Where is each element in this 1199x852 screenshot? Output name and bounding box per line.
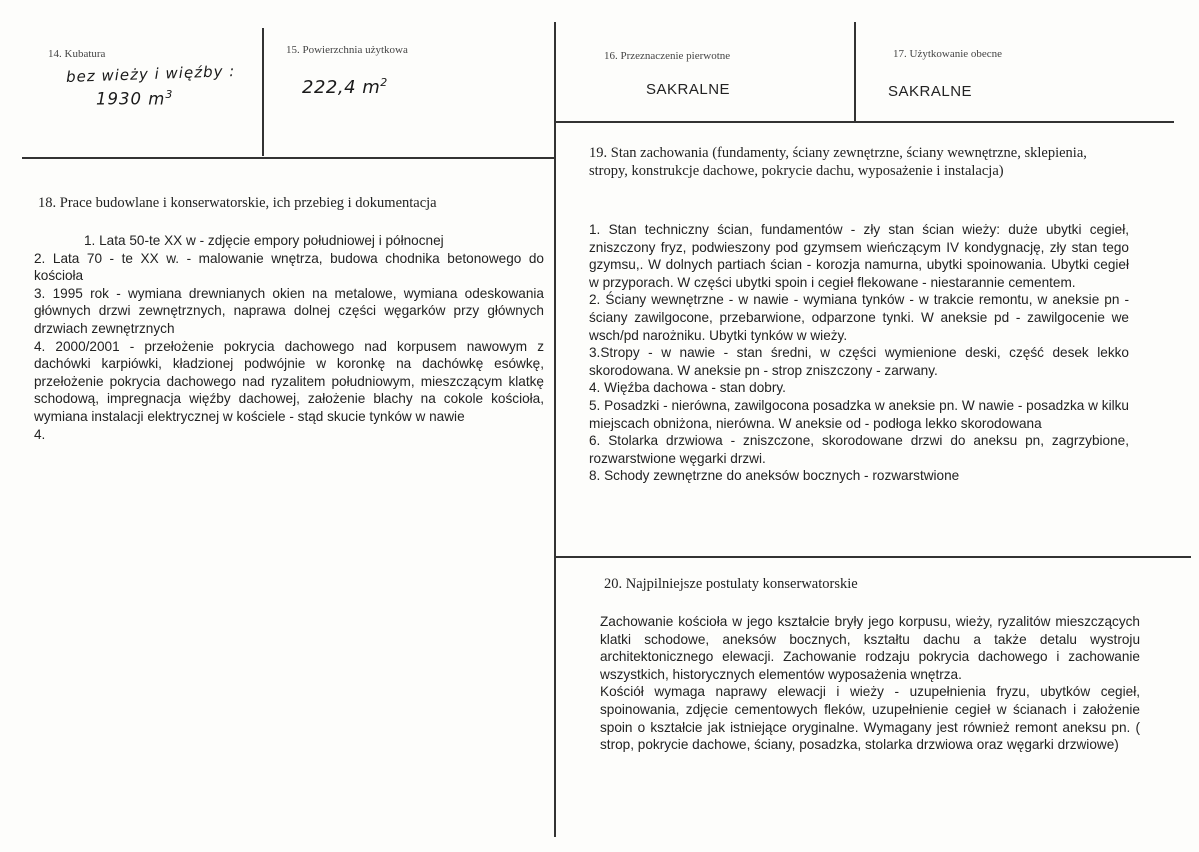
field-14-handwritten-note: bez wieży i więźby :	[65, 62, 236, 86]
field-18-item: 3. 1995 rok - wymiana drewnianych okien na metalowe, wymiana odeskowania głównych drzwi zewnętrznych, naprawa dolnej części węgarków przy głównych drzwiach zewnętrznych	[34, 285, 544, 336]
field-18-item: 4.	[34, 426, 46, 442]
field-19-item: 8. Schody zewnętrzne do aneksów bocznych - rozwarstwione	[589, 468, 960, 484]
right-middle-horizontal	[555, 556, 1191, 558]
field-18-item: 4. 2000/2001 - przełożenie pokrycia dachowego nad korpusem nawowym z dachówki karpiówki, kładzionej podwójnie w koronkę na dachówkę esówkę, przełożenie pokrycia dachowego nad ryzalitem południowym, mieszczącym klatkę schodową, impregnacja więźby dachowej, założenie blachy na cokole kościoła, wymiana instalacji elektrycznej w kościele - stąd skucie tynków w nawie	[34, 338, 544, 424]
field-15-area-value: 222,4 m	[302, 77, 381, 98]
field-19-item: 3.Stropy - w nawie - stan średni, w części wymienione deski, część desek lekko skorodowana. W aneksie pn - strop zniszczony - zarwany.	[589, 345, 1129, 378]
field-15-label: 15. Powierzchnia użytkowa	[286, 44, 408, 56]
field-20-paragraph: Zachowanie kościoła w jego kształcie bryły jego korpusu, wieży, ryzalitów mieszczących klatki schodowe, aneksów bocznych, kształtu dachu a także detalu wystroju architektonicznego elewacji. Zachowanie rodzaju pokrycia dachowego i zachowanie wszystkich, historycznych elementów wyposażenia wnętrza.	[600, 614, 1140, 682]
field-15-handwritten-value	[302, 76, 388, 98]
field-17-label: 17. Użytkowanie obecne	[893, 48, 1003, 60]
field-20-body	[600, 613, 1140, 754]
main-vertical-divider	[554, 22, 556, 837]
field-18-item: 2. Lata 70 - te XX w. - malowanie wnętrza, budowa chodnika betonowego do kościoła	[34, 250, 544, 284]
field-16-label: 16. Przeznaczenie pierwotne	[604, 50, 731, 62]
field-14-volume-value: 1930 m	[96, 89, 166, 109]
divider-16-17	[854, 22, 856, 122]
field-19-item: 4. Więźba dachowa - stan dobry.	[589, 380, 786, 396]
field-16-value: SAKRALNE	[646, 81, 731, 98]
field-19-item: 2. Ściany wewnętrzne - w nawie - wymiana tynków - w trakcie remontu, w aneksie pn - ściany zawilgocone, przebarwione, odparzone tynki. W aneksie pd - zawilgocenie we wsch/pd narożniku. Ubytki tynków w wieży.	[589, 292, 1129, 343]
field-18-heading: 18. Prace budowlane i konserwatorskie, ich przebieg i dokumentacja	[38, 195, 437, 211]
field-19-item: 1. Stan techniczny ścian, fundamentów - zły stan ścian wieży: duże ubytki cegieł, zniszczony fryz, podwieszony pod gzymsem wieńczącym IV kondygnację, zły stan tego gzymsu,. W dolnych partiach ścian - korozja namurna, ubytki spoinowania. Ubytki cegieł w przyporach. W części ubytki spoin i cegieł flekowane - niestarannie cementem.	[589, 222, 1129, 290]
right-top-horizontal	[555, 121, 1174, 123]
field-19-heading: 19. Stan zachowania (fundamenty, ściany zewnętrzne, ściany wewnętrzne, sklepienia, stropy, konstrukcje dachowe, pokrycie dachu, wyposażenie i instalacja)	[589, 145, 1087, 179]
field-18-list	[34, 232, 544, 443]
field-19-list	[589, 221, 1129, 485]
field-14-handwritten-value	[96, 88, 173, 109]
field-20-paragraph: Kościół wymaga naprawy elewacji i wieży - uzupełnienia fryzu, ubytków cegieł, spoinowania, zdjęcie cementowych fleków, uzupełnienie cegieł w ścianach i założenie spoin o kształcie jak istniejące oryginalne. Wymagany jest również remont aneksu pn. ( strop, pokrycie dachowe, ściany, posadzka, stolarka drzwiowa oraz węgarki drzwiowe)	[600, 684, 1140, 753]
field-19-item: 5. Posadzki - nierówna, zawilgocona posadzka w aneksie pn. W nawie - posadzka w kilku miejscach obniżona, nierówna. W aneksie od - podłoga lekko skorodowana	[589, 397, 1129, 431]
field-20-heading: 20. Najpilniejsze postulaty konserwatorskie	[604, 576, 858, 592]
field-14-label: 14. Kubatura	[48, 48, 106, 60]
field-17-value: SAKRALNE	[888, 83, 973, 100]
field-19-item: 6. Stolarka drzwiowa - zniszczone, skorodowane drzwi do aneksu pn, zagrzybione, rozwarstwione węgarki drzwi.	[589, 433, 1129, 466]
divider-14-15	[262, 28, 264, 156]
field-15-area-exponent: 2	[380, 76, 388, 89]
left-top-horizontal	[22, 157, 555, 159]
field-18-item: 1. Lata 50-te XX w - zdjęcie empory południowej i północnej	[84, 233, 444, 248]
field-14-volume-exponent: 3	[165, 88, 174, 101]
